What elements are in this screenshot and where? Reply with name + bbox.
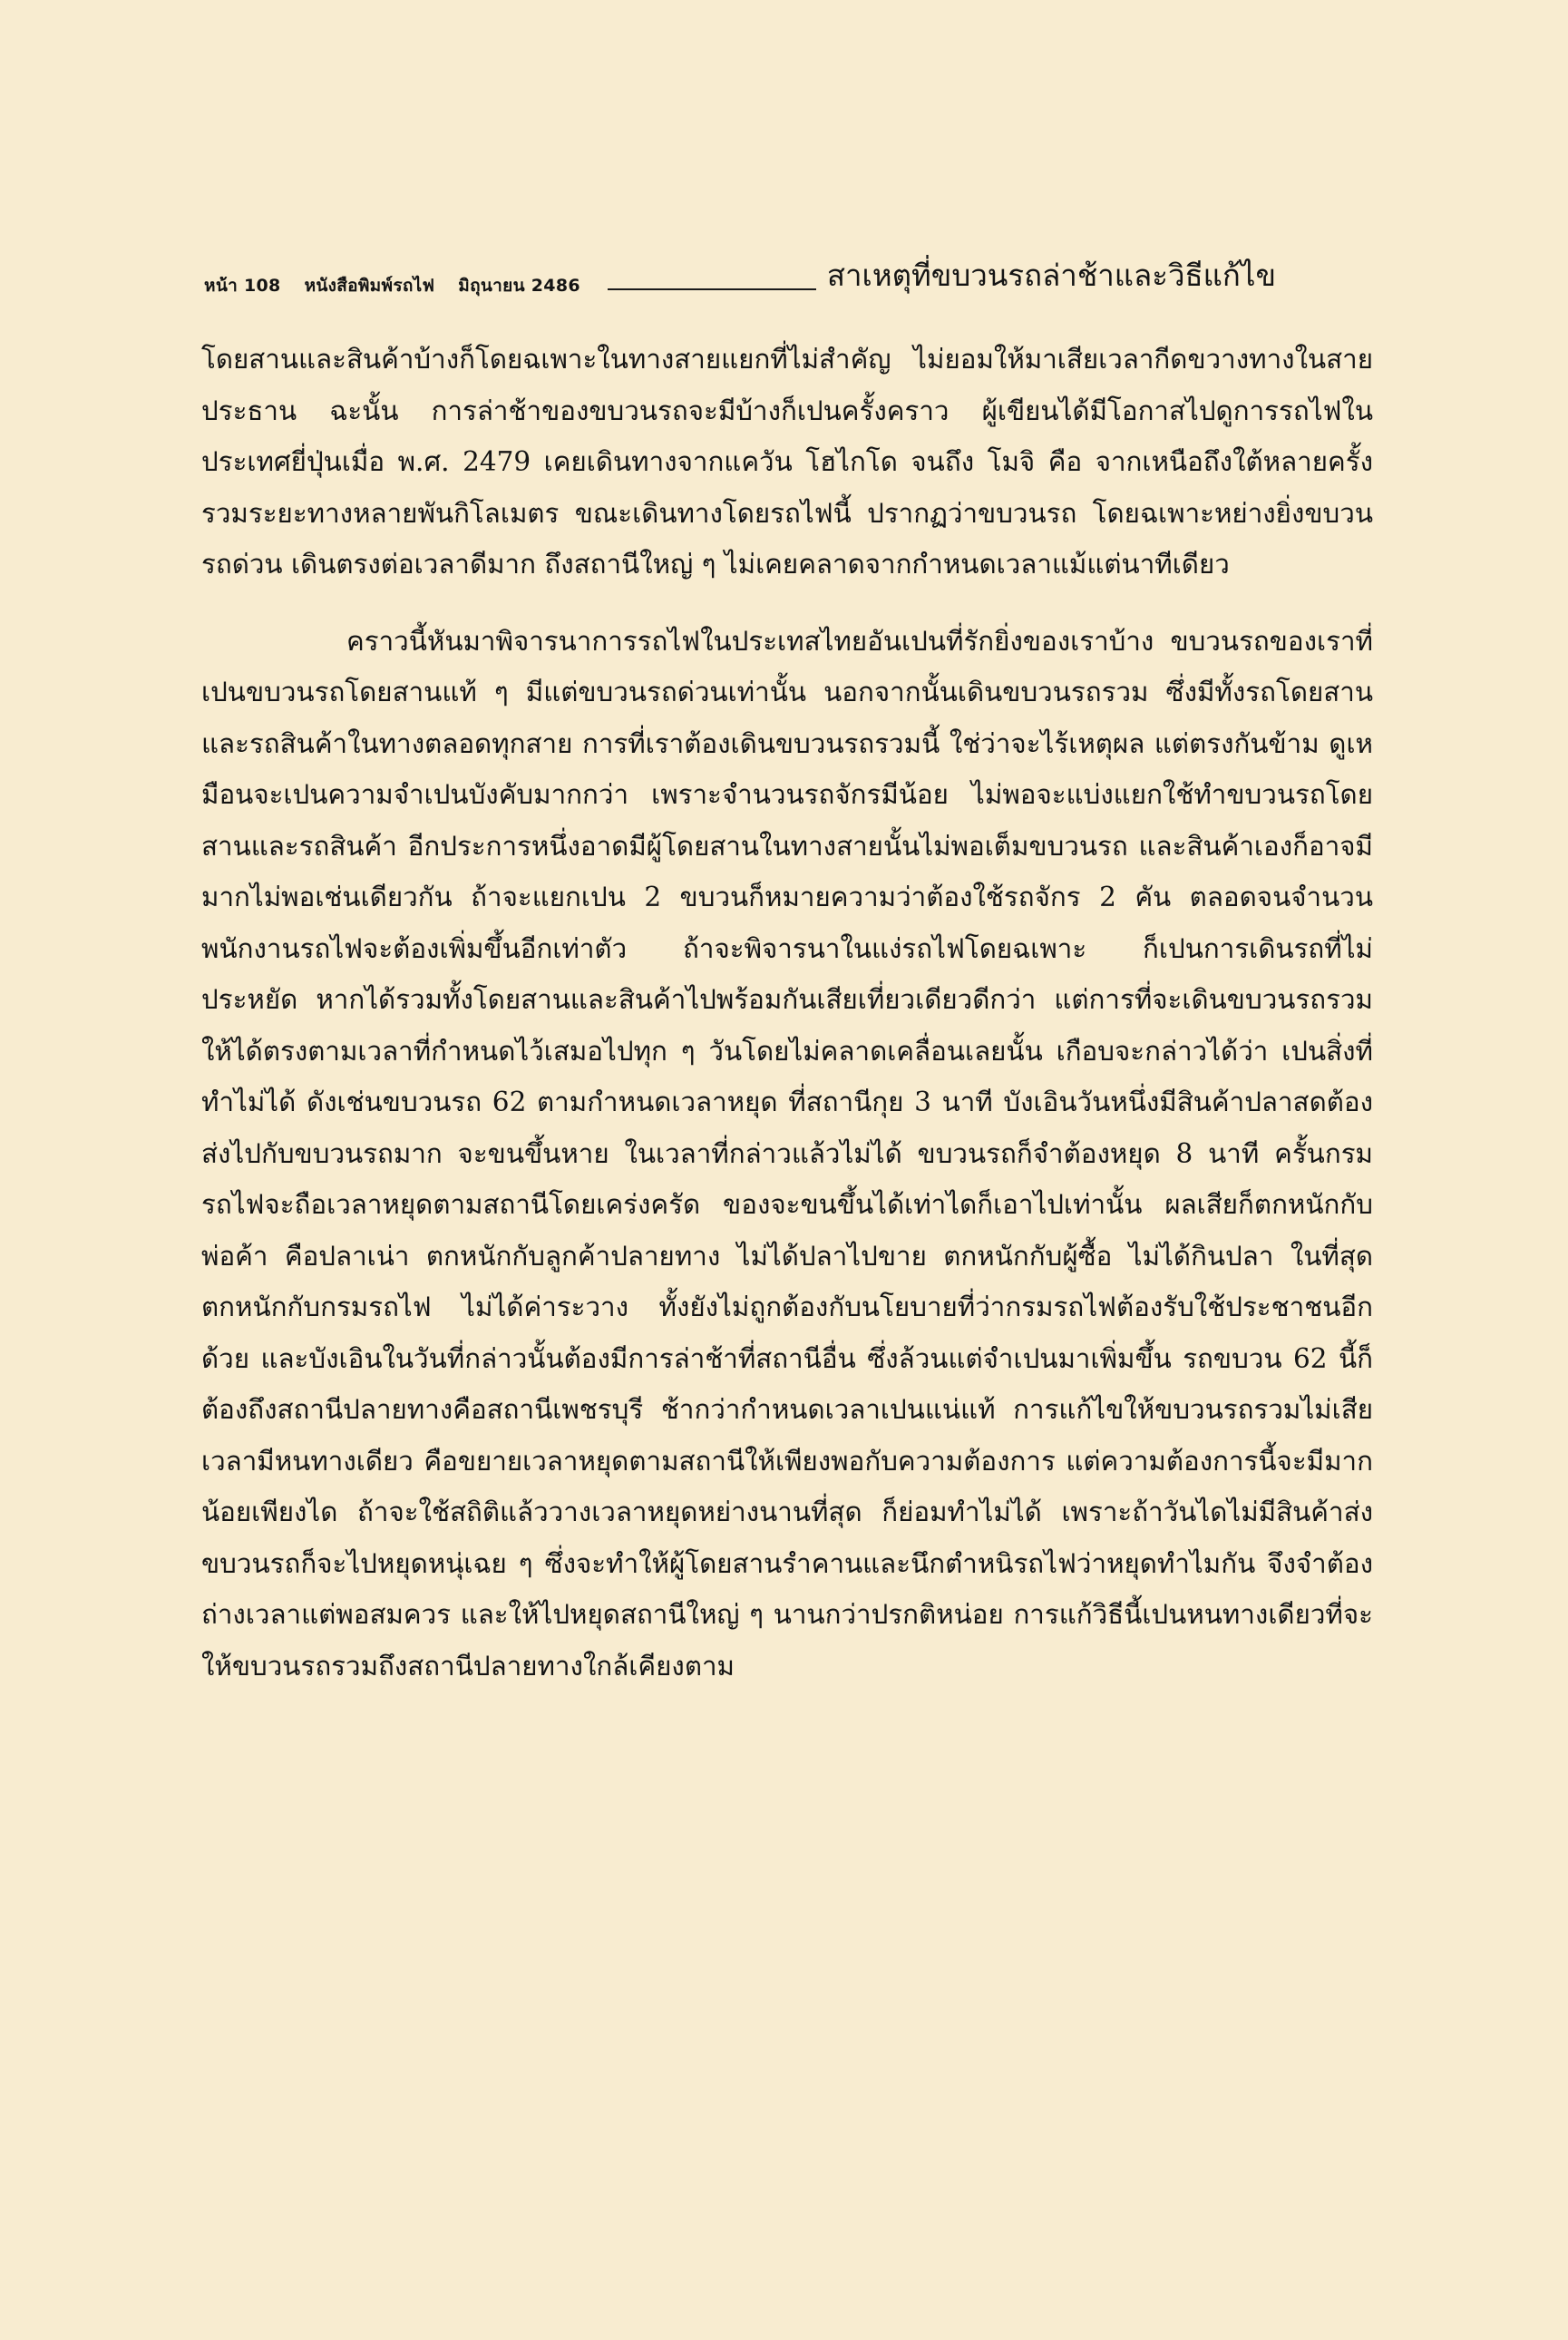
- issue-date: มิถุนายน 2486: [458, 276, 580, 296]
- article-body: [201, 334, 1373, 1692]
- header-rule: [608, 288, 816, 290]
- article-title: สาเหตุที่ขบวนรถล่าช้าและวิธีแก้ไข: [826, 258, 1277, 293]
- page-number: หน้า 108: [204, 276, 281, 296]
- paragraph-2: คราวนี้หันมาพิจารนาการรถไฟในประเทสไทยอันเปนที่รักยิ่งของเราบ้าง ขบวนรถของเราที่เปนขบวนรถโดยสานแท้ ๆ มีแต่ขบวนรถด่วนเท่านั้น นอกจากนั้นเดินขบวนรถรวม ซึ่งมีทั้งรถโดยสานและรถสินค้าในทางตลอดทุกสาย การที่เราต้องเดินขบวนรถรวมนี้ ใช่ว่าจะไร้เหตุผล แต่ตรงกันข้าม ดูเหมือนจะเปนความจำเปนบังคับมากกว่า เพราะจำนวนรถจักรมีน้อย ไม่พอจะแบ่งแยกใช้ทำขบวนรถโดยสานและรถสินค้า อีกประการหนึ่งอาดมีผู้โดยสานในทางสายนั้นไม่พอเต็มขบวนรถ และสินค้าเองก็อาจมีมากไม่พอเช่นเดียวกัน ถ้าจะแยกเปน 2 ขบวนก็หมายความว่าต้องใช้รถจักร 2 คัน ตลอดจนจำนวนพนักงานรถไฟจะต้องเพิ่มขึ้นอีกเท่าตัว ถ้าจะพิจารนาในแง่รถไฟโดยฉเพาะ ก็เปนการเดินรถที่ไม่ประหยัด หากได้รวมทั้งโดยสานและสินค้าไปพร้อมกันเสียเที่ยวเดียวดีกว่า แต่การที่จะเดินขบวนรถรวมให้ได้ตรงตามเวลาที่กำหนดไว้เสมอไปทุก ๆ วันโดยไม่คลาดเคลื่อนเลยนั้น เกือบจะกล่าวได้ว่า เปนสิ่งที่ทำไม่ได้ ดังเช่นขบวนรถ 62 ตามกำหนดเวลาหยุด ที่สถานีกุย 3 นาที บังเอินวันหนึ่งมีสินค้าปลาสดต้องส่งไปกับขบวนรถมาก จะขนขึ้นหาย ในเวลาที่กล่าวแล้วไม่ได้ ขบวนรถก็จำต้องหยุด 8 นาที ครั้นกรมรถไฟจะถือเวลาหยุดตามสถานีโดยเคร่งครัด ของจะขนขึ้นได้เท่าไดก็เอาไปเท่านั้น ผลเสียก็ตกหนักกับพ่อค้า คือปลาเน่า ตกหนักกับลูกค้าปลายทาง ไม่ได้ปลาไปขาย ตกหนักกับผู้ซื้อ ไม่ได้กินปลา ในที่สุดตกหนักกับกรมรถไฟ ไม่ได้ค่าระวาง ทั้งยังไม่ถูกต้องกับนโยบายที่ว่ากรมรถไฟต้องรับใช้ประชาชนอีกด้วย และบังเอินในวันที่กล่าวนั้นต้องมีการล่าช้าที่สถานีอื่น ซึ่งล้วนแต่จำเปนมาเพิ่มขึ้น รถขบวน 62 นี้ก็ต้องถึงสถานีปลายทางคือสถานีเพชรบุรี ช้ากว่ากำหนดเวลาเปนแน่แท้ การแก้ไขให้ขบวนรถรวมไม่เสียเวลามีหนทางเดียว คือขยายเวลาหยุดตามสถานีให้เพียงพอกับความต้องการ แต่ความต้องการนี้จะมีมากน้อยเพียงได ถ้าจะใช้สถิติแล้ววางเวลาหยุดหย่างนานที่สุด ก็ย่อมทำไม่ได้ เพราะถ้าวันไดไม่มีสินค้าส่ง ขบวนรถก็จะไปหยุดหนุ่เฉย ๆ ซึ่งจะทำให้ผู้โดยสานรำคานและนึกตำหนิรถไฟว่าหยุดทำไมกัน จึงจำต้องถ่างเวลาแต่พอสมควร และให้ไปหยุดสถานีใหญ่ ๆ นานกว่าปรกติหน่อย การแก้วิธีนี้เปนหนทางเดียวที่จะให้ขบวนรถรวมถึงสถานีปลายทางใกล้เคียงตาม: [201, 625, 1373, 1682]
- paragraph-1: โดยสานและสินค้าบ้างก็โดยฉเพาะในทางสายแยกที่ไม่สำคัญ ไม่ยอมให้มาเสียเวลากีดขวางทางในสายประธาน ฉะนั้น การล่าช้าของขบวนรถจะมีบ้างก็เปนครั้งคราว ผู้เขียนได้มีโอกาสไปดูการรถไฟในประเทศยี่ปุ่นเมื่อ พ.ศ. 2479 เคยเดินทางจากแควัน โฮไกโด จนถึง โมจิ คือ จากเหนือถึงใต้หลายครั้งรวมระยะทางหลายพันกิโลเมตร ขณะเดินทางโดยรถไฟนี้ ปรากฏว่าขบวนรถ โดยฉเพาะหย่างยิ่งขบวนรถด่วน เดินตรงต่อเวลาดีมาก ถึงสถานีใหญ่ ๆ ไม่เคยคลาดจากกำหนดเวลาแม้แต่นาทีเดียว: [201, 344, 1373, 580]
- running-header: [204, 256, 1374, 299]
- journal-name: หนังสือพิมพ์รถไฟ: [304, 276, 435, 296]
